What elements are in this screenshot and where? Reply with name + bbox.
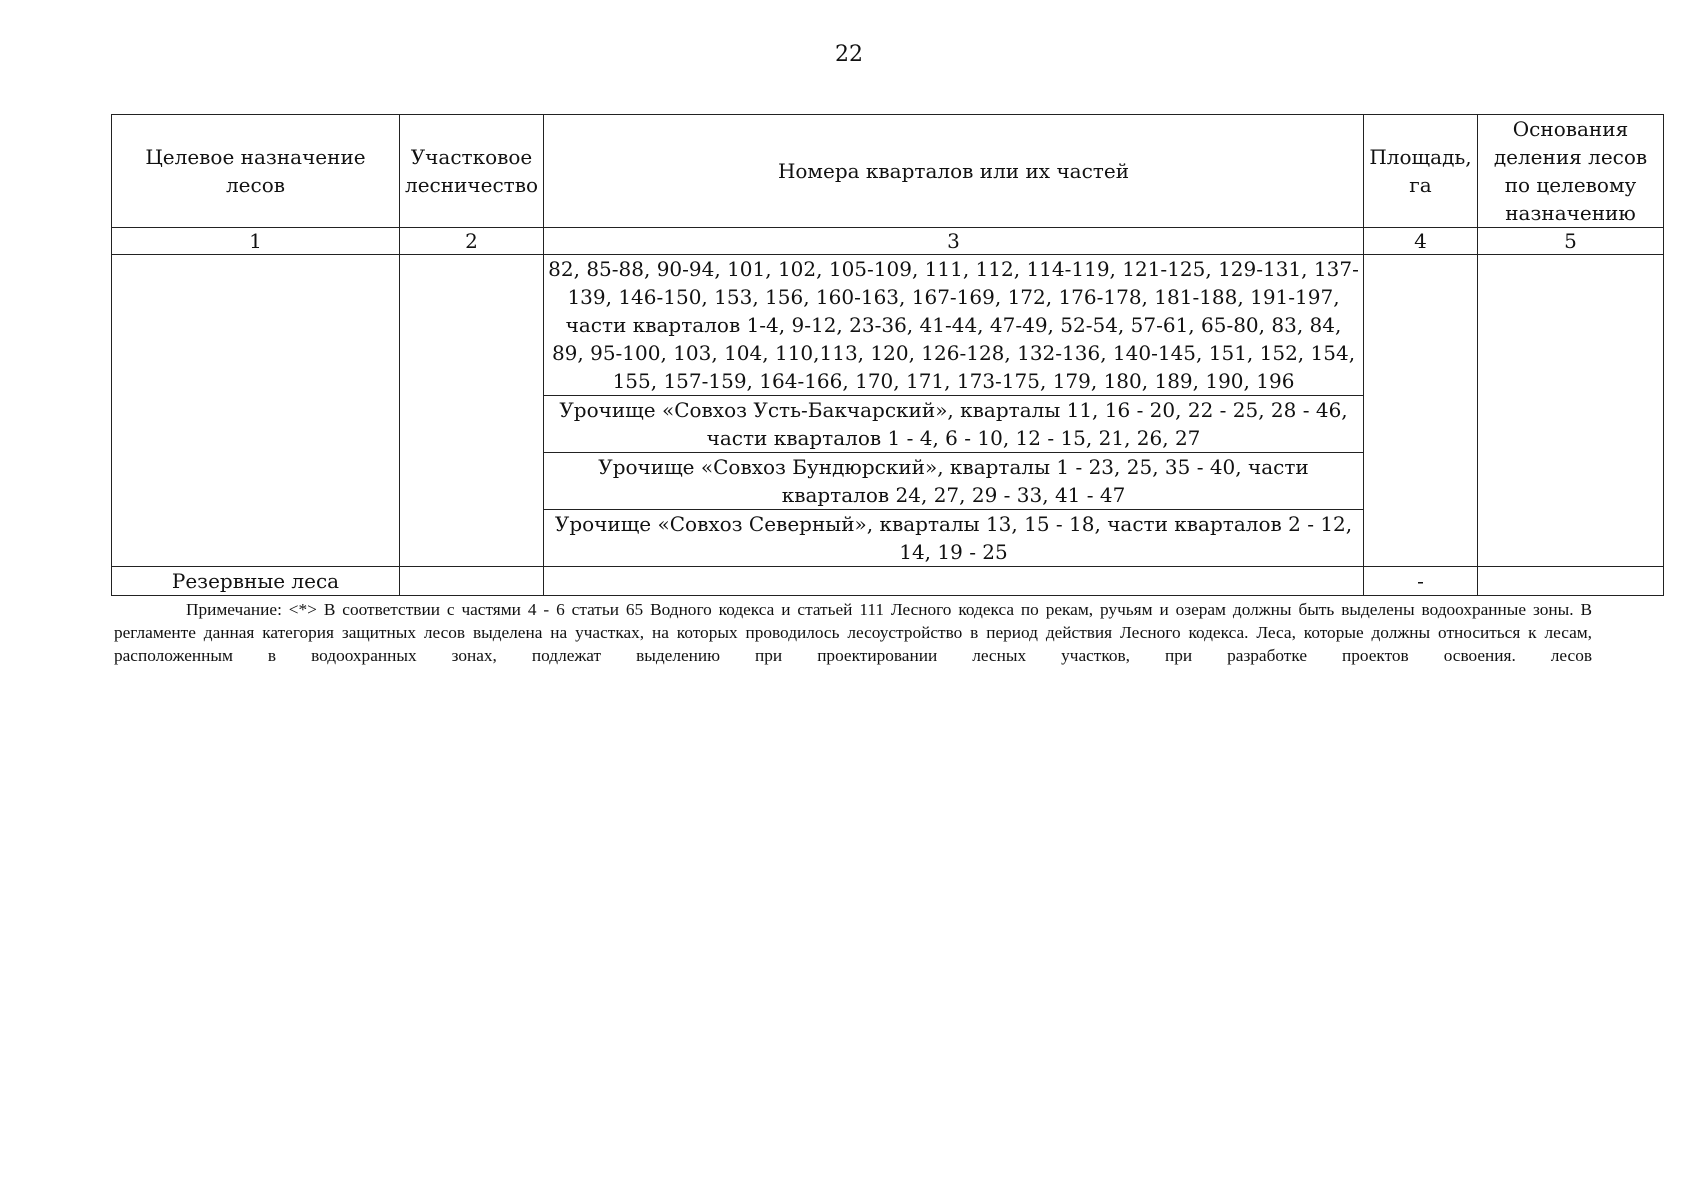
purpose-cell-empty (112, 255, 400, 567)
header-basis: Основания деления лесов по целевому назначению (1478, 115, 1664, 228)
district-cell-empty (400, 255, 544, 567)
quarters-cell: Урочище «Совхоз Северный», кварталы 13, 15 - 18, части кварталов 2 - 12, 14, 19 - 25 (544, 510, 1364, 567)
page-number: 22 (835, 42, 863, 67)
reserve-quarters-cell (544, 567, 1364, 596)
table-row (112, 255, 1664, 396)
reserve-purpose-cell: Резервные леса (112, 567, 400, 596)
column-number: 1 (112, 228, 400, 255)
area-cell-empty (1364, 255, 1478, 567)
column-number: 2 (400, 228, 544, 255)
header-district: Участковое лесничество (400, 115, 544, 228)
footnote-text: Примечание: <*> В соответствии с частями 4 - 6 статьи 65 Водного кодекса и статьей 111 Лесного кодекса по рекам, ручьям и озерам должны быть выделены водоохранные зоны. В регламенте данная категория защитных лесов выделена на участках, на которых проводилось лесоустройство в период действия Лесного кодекса. Леса, которые должны относиться к лесам, расположенным в водоохранных зонах, подлежат выделению при проектировании лесных участков, при разработке проектов освоения. лесов (114, 600, 1592, 665)
quarters-cell: Урочище «Совхоз Усть-Бакчарский», кварталы 11, 16 - 20, 22 - 25, 28 - 46, части кварталов 1 - 4, 6 - 10, 12 - 15, 21, 26, 27 (544, 396, 1364, 453)
reserve-basis-cell (1478, 567, 1664, 596)
reserve-forest-row (112, 567, 1664, 596)
column-number: 4 (1364, 228, 1478, 255)
quarters-cell: 82, 85-88, 90-94, 101, 102, 105-109, 111, 112, 114-119, 121-125, 129-131, 137-139, 146-150, 153, 156, 160-163, 167-169, 172, 176-178, 181-188, 191-197, части кварталов 1-4, 9-12, 23-36, 41-44, 47-49, 52-54, 57-61, 65-80, 83, 84, 89, 95-100, 103, 104, 110,113, 120, 126-128, 132-136, 140-145, 151, 152, 154, 155, 157-159, 164-166, 170, 171, 173-175, 179, 180, 189, 190, 196 (544, 255, 1364, 396)
header-quarters: Номера кварталов или их частей (544, 115, 1364, 228)
basis-cell-empty (1478, 255, 1664, 567)
reserve-area-cell: - (1364, 567, 1478, 596)
column-number-row (112, 228, 1664, 255)
reserve-district-cell (400, 567, 544, 596)
column-number: 5 (1478, 228, 1664, 255)
table-header-row (112, 115, 1664, 228)
forest-purpose-table (111, 114, 1664, 596)
column-number: 3 (544, 228, 1364, 255)
header-area: Площадь, га (1364, 115, 1478, 228)
footnote (114, 598, 1592, 667)
quarters-cell: Урочище «Совхоз Бундюрский», кварталы 1 - 23, 25, 35 - 40, части кварталов 24, 27, 29 - 33, 41 - 47 (544, 453, 1364, 510)
header-purpose: Целевое назначение лесов (112, 115, 400, 228)
